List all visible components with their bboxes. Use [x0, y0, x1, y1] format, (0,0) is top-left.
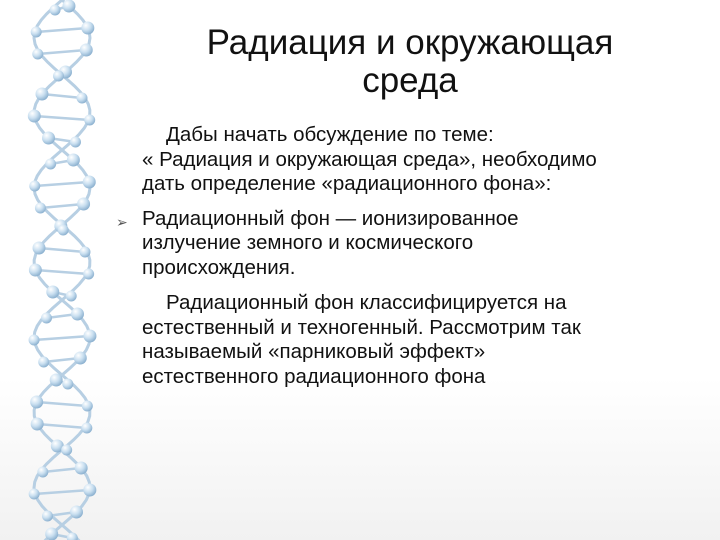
dna-node [62, 0, 75, 13]
title-line-2: среда [362, 61, 458, 100]
classification-line-1: Радиационный фон классифицируется на [166, 291, 567, 314]
dna-rung [34, 116, 89, 120]
title-line-1: Радиация и окружающая [206, 23, 614, 62]
dna-node [75, 462, 88, 475]
dna-node [37, 467, 48, 478]
definition-line-3: происхождения. [142, 255, 296, 279]
dna-node [67, 533, 78, 540]
slide-body [116, 123, 702, 399]
dna-node [53, 71, 64, 82]
dna-node [61, 445, 72, 456]
dna-rung [37, 424, 87, 428]
dna-node [70, 506, 83, 519]
dna-node [62, 379, 73, 390]
dna-node [28, 110, 41, 123]
dna-node [33, 242, 46, 255]
dna-node [42, 132, 55, 145]
dna-rung [34, 336, 90, 340]
dna-node [74, 352, 87, 365]
dna-node [67, 154, 80, 167]
classification-line-3: называемый «парниковый эффект» [142, 340, 486, 363]
dna-node [45, 159, 56, 170]
dna-node [42, 511, 53, 522]
dna-node [81, 423, 92, 434]
classification-line-2: естественный и техногенный. Рассмотрим так [142, 315, 581, 339]
classification-line-4: естественного радиационного фона [142, 364, 486, 388]
dna-node [84, 115, 95, 126]
intro-line-1: Дабы начать обсуждение по теме: [166, 123, 494, 146]
dna-rung [35, 182, 90, 186]
dna-node [29, 181, 40, 192]
dna-node [35, 203, 46, 214]
definition-line-2: излучение земного и космического [142, 231, 474, 254]
dna-node [77, 93, 88, 104]
bullet-arrow-icon: ➢ [116, 213, 128, 230]
dna-rung [38, 50, 86, 54]
dna-node [29, 264, 42, 277]
dna-node [80, 44, 93, 57]
dna-node [38, 357, 49, 368]
page-title [140, 24, 680, 100]
dna-node [41, 313, 52, 324]
dna-node [83, 269, 94, 280]
dna-node [79, 247, 90, 258]
dna-rung [40, 204, 83, 208]
dna-node [82, 401, 93, 412]
dna-rung [34, 490, 90, 494]
dna-node [83, 330, 96, 343]
dna-rung [35, 270, 88, 274]
dna-node [70, 137, 81, 148]
dna-rung [39, 248, 85, 252]
dna-node [32, 49, 43, 60]
classification-paragraph [142, 291, 702, 389]
dna-node [50, 5, 61, 16]
definition-bullet [116, 206, 702, 281]
dna-node [50, 374, 63, 387]
dna-node [35, 88, 48, 101]
dna-node [58, 225, 69, 236]
dna-node [77, 198, 90, 211]
dna-node [45, 528, 58, 540]
dna-node [66, 291, 77, 302]
dna-node [30, 396, 43, 409]
dna-node [81, 22, 94, 35]
intro-line-3: дать определение «радиационного фона»: [142, 172, 552, 195]
intro-paragraph [142, 123, 702, 197]
dna-rung [36, 28, 88, 32]
dna-helix-icon [0, 0, 130, 540]
dna-node [83, 176, 96, 189]
dna-node [29, 489, 40, 500]
dna-node [83, 484, 96, 497]
intro-line-2: « Радиация и окружающая среда», необходимо [142, 147, 597, 171]
definition-line-1: Радиационный фон — ионизированное [142, 206, 519, 230]
dna-node [31, 27, 42, 38]
dna-rung [37, 402, 88, 406]
dna-node [31, 418, 44, 431]
dna-node [29, 335, 40, 346]
dna-node [71, 308, 84, 321]
dna-node [46, 286, 59, 299]
